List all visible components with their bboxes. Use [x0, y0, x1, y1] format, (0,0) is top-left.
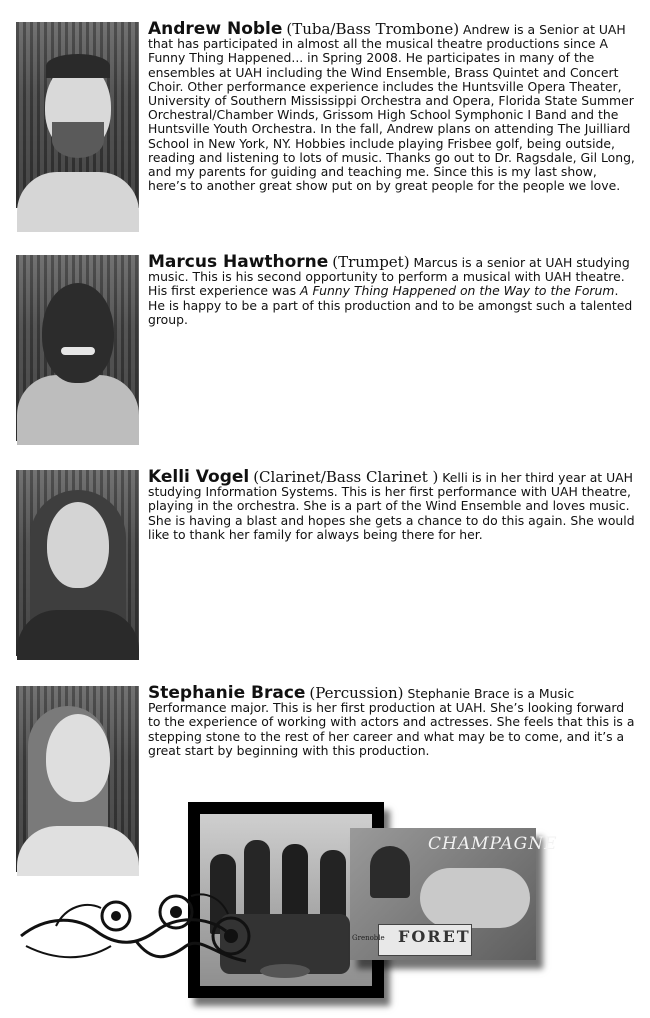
- instrument-label: (Trumpet): [332, 253, 410, 271]
- instrument-label: (Clarinet/Bass Clarinet ): [253, 468, 439, 486]
- poster-brand: FORET: [398, 927, 471, 946]
- performer-name: Marcus Hawthorne: [148, 252, 329, 272]
- performer-name: Stephanie Brace: [148, 683, 306, 703]
- bio-body: Marcus is a senior at UAH studying music. This is his second opportunity to perform a musical with UAH theatre. His first experience was: [148, 255, 630, 299]
- performer-name: Andrew Noble: [148, 19, 283, 39]
- instrument-label: (Tuba/Bass Trombone): [286, 20, 460, 38]
- poster-headline: CHAMPAGNE: [428, 834, 558, 854]
- floral-ornament-icon: [16, 886, 316, 976]
- champagne-poster: [350, 828, 558, 960]
- bio-body: Stephanie Brace is a Music Performance major. This is her first production at UAH. She’s looking forward to the experience of working with actors and actresses. She feels that this is a stepping stone to the rest of her career and what may be to come, and it’s a great start by beginning with this production.: [148, 686, 635, 758]
- portrait-photo-andrew: [16, 22, 139, 208]
- portrait-photo-marcus: [16, 255, 139, 441]
- performer-name: Kelli Vogel: [148, 467, 250, 487]
- bio-text: [148, 252, 636, 327]
- portrait-photo-kelli: [16, 470, 139, 656]
- bio-text: [148, 467, 636, 542]
- bio-text: [148, 19, 636, 194]
- bio-body-end: . He is happy to be a part of this production and to be amongst such a talented group.: [148, 283, 633, 327]
- bio-text: [148, 683, 636, 758]
- bio-body: Andrew is a Senior at UAH that has participated in almost all the musical theatre productions since A Funny Thing Happened... in Spring 2008. He participates in many of the ensembles at UAH including the Wind Ensemble, Brass Quintet and Concert Choir. Other performance experience includes the Huntsville Opera Theater, University of Southern Mississippi Orchestra and Opera, Florida State Summer Orchestral/Chamber Winds, Grissom High School Symphonic I Band and the Huntsville Youth Orchestra. In the fall, Andrew plans on attending The Juilliard School in New York, NY. Hobbies include playing Frisbee golf, being outside, reading and listening to lots of music. Thanks go out to Dr. Ragsdale, Gil Long, and my parents for guiding and teaching me. Since this is my last show, here’s to another great show put on by great people for the people we love.: [148, 22, 635, 194]
- show-title: A Funny Thing Happened on the Way to the Forum: [300, 283, 615, 299]
- portrait-photo-stephanie: [16, 686, 139, 872]
- bio-body: Kelli is in her third year at UAH studying Information Systems. This is her first performance with UAH theatre, playing in the orchestra. She is a part of the Wind Ensemble and loves music. She is having a blast and hopes she gets a chance to do this again. She would like to thank her family for always being there for her.: [148, 470, 635, 542]
- poster-small-text: Grenoble: [352, 934, 385, 942]
- instrument-label: (Percussion): [309, 684, 404, 702]
